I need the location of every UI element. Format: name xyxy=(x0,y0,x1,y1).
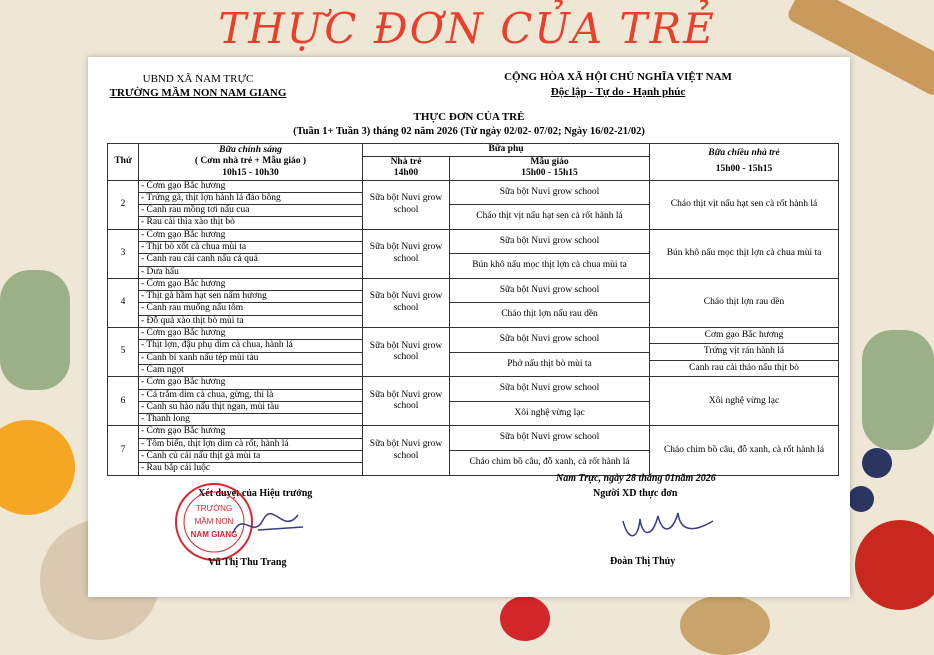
kindergarten-snack-cell xyxy=(450,426,650,475)
poster-title: THỰC ĐƠN CỦA TRẺ xyxy=(218,4,716,53)
main-dish: - Rau cải thìa xào thịt bò xyxy=(141,217,235,228)
day-cell: 2 xyxy=(108,180,139,229)
grain-bowl-decoration xyxy=(680,595,770,655)
afternoon-dish: Cháo chim bồ câu, đỗ xanh, cà rốt hành lá xyxy=(663,444,825,455)
main-dish: - Dưa hấu xyxy=(141,266,179,277)
table-row xyxy=(108,426,839,475)
kindergarten-snack-item: Xôi nghệ vừng lạc xyxy=(514,407,585,418)
header-left xyxy=(98,72,298,100)
blueberry-decoration xyxy=(862,448,892,478)
table-row xyxy=(108,180,839,229)
stamp-top: TRƯỜNG xyxy=(195,504,233,513)
kindergarten-snack-item: Cháo thịt vịt nấu hạt sen cà rốt hành lá xyxy=(476,211,623,221)
afternoon-dish: Cơm gạo Bắc hương xyxy=(650,328,838,344)
afternoon-meal-cell xyxy=(650,278,839,327)
kindergarten-snack-item: Sữa bột Nuvi grow school xyxy=(450,426,649,451)
table-row xyxy=(108,278,839,327)
main-meal-cell xyxy=(139,229,363,278)
main-dish: - Đỗ quả xào thịt bò mùi ta xyxy=(141,315,244,326)
main-dish: - Thịt bò xốt cà chua mùi ta xyxy=(139,242,362,254)
main-dish: - Cơm gạo Bắc hương xyxy=(139,377,362,389)
main-dish: - Cơm gạo Bắc hương xyxy=(139,181,362,193)
kindergarten-snack-cell xyxy=(450,229,650,278)
header-main-time: 10h15 - 10h30 xyxy=(222,167,279,178)
kindergarten-snack-item: Sữa bột Nuvi grow school xyxy=(450,377,649,402)
main-dish: - Thanh long xyxy=(141,414,190,425)
header-main-title: Bữa chính sáng xyxy=(219,144,282,155)
nursery-snack-cell: Sữa bột Nuvi grow school xyxy=(363,328,450,377)
approver-title: Xét duyệt của Hiệu trưởng xyxy=(198,488,313,499)
main-dish: - Rau bắp cải luộc xyxy=(141,463,211,474)
header-nursery xyxy=(363,156,450,180)
afternoon-dish: Cháo thịt lợn rau dền xyxy=(703,297,785,308)
header-right xyxy=(448,70,788,100)
afternoon-meal-cell xyxy=(650,377,839,426)
header-afternoon-time: 15h00 - 15h15 xyxy=(715,163,773,174)
main-dish: - Thịt lợn, đậu phụ dim cà chua, hành lá xyxy=(139,340,362,352)
table-row xyxy=(108,328,839,377)
main-dish: - Thịt gà hầm hạt sen nấm hương xyxy=(139,291,362,303)
kindergarten-snack-cell xyxy=(450,328,650,377)
kindergarten-snack-item: Sữa bột Nuvi grow school xyxy=(450,181,649,206)
stamp-bottom: NAM GIANG xyxy=(190,530,238,539)
header-kindergarten-title: Mẫu giáo xyxy=(530,156,569,167)
header-kindergarten xyxy=(450,156,650,180)
kindergarten-snack-cell xyxy=(450,180,650,229)
nursery-snack-cell: Sữa bột Nuvi grow school xyxy=(363,426,450,475)
author-name: Đoàn Thị Thủy xyxy=(610,556,676,567)
afternoon-meal-cell xyxy=(650,180,839,229)
afternoon-dish: Cháo thịt vịt nấu hạt sen cà rốt hành lá xyxy=(670,198,818,209)
header-nursery-title: Nhà trẻ xyxy=(390,156,422,167)
approver-name: Vũ Thị Thu Trang xyxy=(208,557,287,568)
kindergarten-snack-cell xyxy=(450,377,650,426)
author-title: Người XD thực đơn xyxy=(593,488,678,499)
main-dish: - Canh bí xanh nấu tép mùi tàu xyxy=(139,353,362,365)
country-motto: Độc lập - Tự do - Hạnh phúc xyxy=(550,86,686,98)
main-dish: - Canh su hào nấu thịt ngan, mùi tàu xyxy=(139,402,362,414)
menu-table xyxy=(107,143,839,476)
header-nursery-time: 14h00 xyxy=(393,168,419,178)
country-name: CỘNG HÒA XÃ HỘI CHỦ NGHĨA VIỆT NAM xyxy=(504,71,732,83)
main-dish: - Canh rau cải canh nấu cá quả xyxy=(139,254,362,266)
header-main-meal xyxy=(139,144,363,181)
strawberry-decoration xyxy=(500,596,550,641)
apple-decoration xyxy=(855,520,934,610)
kindergarten-snack-item: Phở nấu thịt bò mùi ta xyxy=(507,358,592,369)
afternoon-dish: Trứng vịt rán hành lá xyxy=(650,344,838,360)
day-cell: 6 xyxy=(108,377,139,426)
main-meal-cell xyxy=(139,278,363,327)
nursery-snack-cell: Sữa bột Nuvi grow school xyxy=(363,377,450,426)
header-afternoon xyxy=(650,144,839,181)
day-cell: 7 xyxy=(108,426,139,475)
main-dish: - Canh rau mồng tơi nấu cua xyxy=(139,205,362,217)
nursery-snack-cell: Sữa bột Nuvi grow school xyxy=(363,229,450,278)
kindergarten-snack-item: Sữa bột Nuvi grow school xyxy=(450,279,649,304)
afternoon-dish: Canh rau cải thảo nấu thịt bò xyxy=(689,362,799,373)
afternoon-dish: Bún khô nấu mọc thịt lợn cà chua mùi ta xyxy=(666,247,822,258)
main-dish: - Cam ngọt xyxy=(141,364,184,375)
header-side-meal: Bữa phụ xyxy=(363,144,650,157)
main-dish: - Cơm gạo Bắc hương xyxy=(139,230,362,242)
header-day: Thứ xyxy=(108,144,139,181)
header-afternoon-title: Bữa chiều nhà trẻ xyxy=(708,148,780,159)
blueberry-decoration xyxy=(848,486,874,512)
main-meal-cell xyxy=(139,377,363,426)
approver-signature xyxy=(228,505,308,545)
kindergarten-snack-item: Cháo thịt lợn nấu rau dền xyxy=(501,309,598,320)
school-name: TRƯỜNG MẦM NON NAM GIANG xyxy=(109,87,287,99)
district-name: UBND XÃ NAM TRỰC xyxy=(142,73,254,85)
afternoon-dish: Xôi nghệ vừng lạc xyxy=(708,395,780,406)
orange-decoration xyxy=(0,420,75,515)
pine-branch-decoration xyxy=(0,270,70,390)
main-dish: - Cơm gạo Bắc hương xyxy=(139,279,362,291)
main-meal-cell xyxy=(139,180,363,229)
main-dish: - Trứng gà, thịt lợn hành lá đảo bông xyxy=(139,193,362,205)
kindergarten-snack-item: Sữa bột Nuvi grow school xyxy=(450,230,649,255)
afternoon-meal-cell xyxy=(650,328,839,377)
main-meal-cell xyxy=(139,426,363,475)
stamp-mid: MẦM NON xyxy=(194,517,234,526)
kindergarten-snack-item: Bún khô nấu mọc thịt lợn cà chua mùi ta xyxy=(472,260,627,271)
menu-body xyxy=(108,180,839,475)
kindergarten-snack-cell xyxy=(450,278,650,327)
document-title: THỰC ĐƠN CỦA TRẺ xyxy=(413,111,525,123)
footer-date: Nam Trực, ngày 28 tháng 01năm 2026 xyxy=(556,473,716,484)
day-cell: 5 xyxy=(108,328,139,377)
document-subtitle: (Tuần 1+ Tuần 3) tháng 02 năm 2026 (Từ ngày 02/02- 07/02; Ngày 16/02-21/02) xyxy=(293,126,645,137)
day-cell: 3 xyxy=(108,229,139,278)
main-dish: - Canh củ cải nấu thịt gà mùi ta xyxy=(139,451,362,463)
main-dish: - Canh rau muống nấu tôm xyxy=(139,303,362,315)
main-dish: - Cơm gạo Bắc hương xyxy=(139,328,362,340)
nursery-snack-cell: Sữa bột Nuvi grow school xyxy=(363,278,450,327)
main-meal-cell xyxy=(139,328,363,377)
afternoon-meal-cell xyxy=(650,426,839,475)
menu-document xyxy=(88,57,850,597)
pine-branch-decoration xyxy=(862,330,934,450)
kindergarten-snack-item: Sữa bột Nuvi grow school xyxy=(450,328,649,353)
author-signature xyxy=(618,501,718,545)
afternoon-meal-cell xyxy=(650,229,839,278)
header-kindergarten-time: 15h00 - 15h15 xyxy=(521,168,578,178)
table-row xyxy=(108,377,839,426)
main-dish: - Tôm biển, thịt lợn dim cà rốt, hành lá xyxy=(139,439,362,451)
nursery-snack-cell: Sữa bột Nuvi grow school xyxy=(363,180,450,229)
day-cell: 4 xyxy=(108,278,139,327)
kindergarten-snack-item: Cháo chim bồ câu, đỗ xanh, cà rốt hành lá xyxy=(469,456,630,467)
table-row xyxy=(108,229,839,278)
header-main-sub: ( Cơm nhà trẻ + Mẫu giáo ) xyxy=(194,156,307,166)
main-dish: - Cơm gạo Bắc hương xyxy=(139,426,362,438)
main-dish: - Cá trắm dim cà chua, gừng, thì là xyxy=(139,390,362,402)
